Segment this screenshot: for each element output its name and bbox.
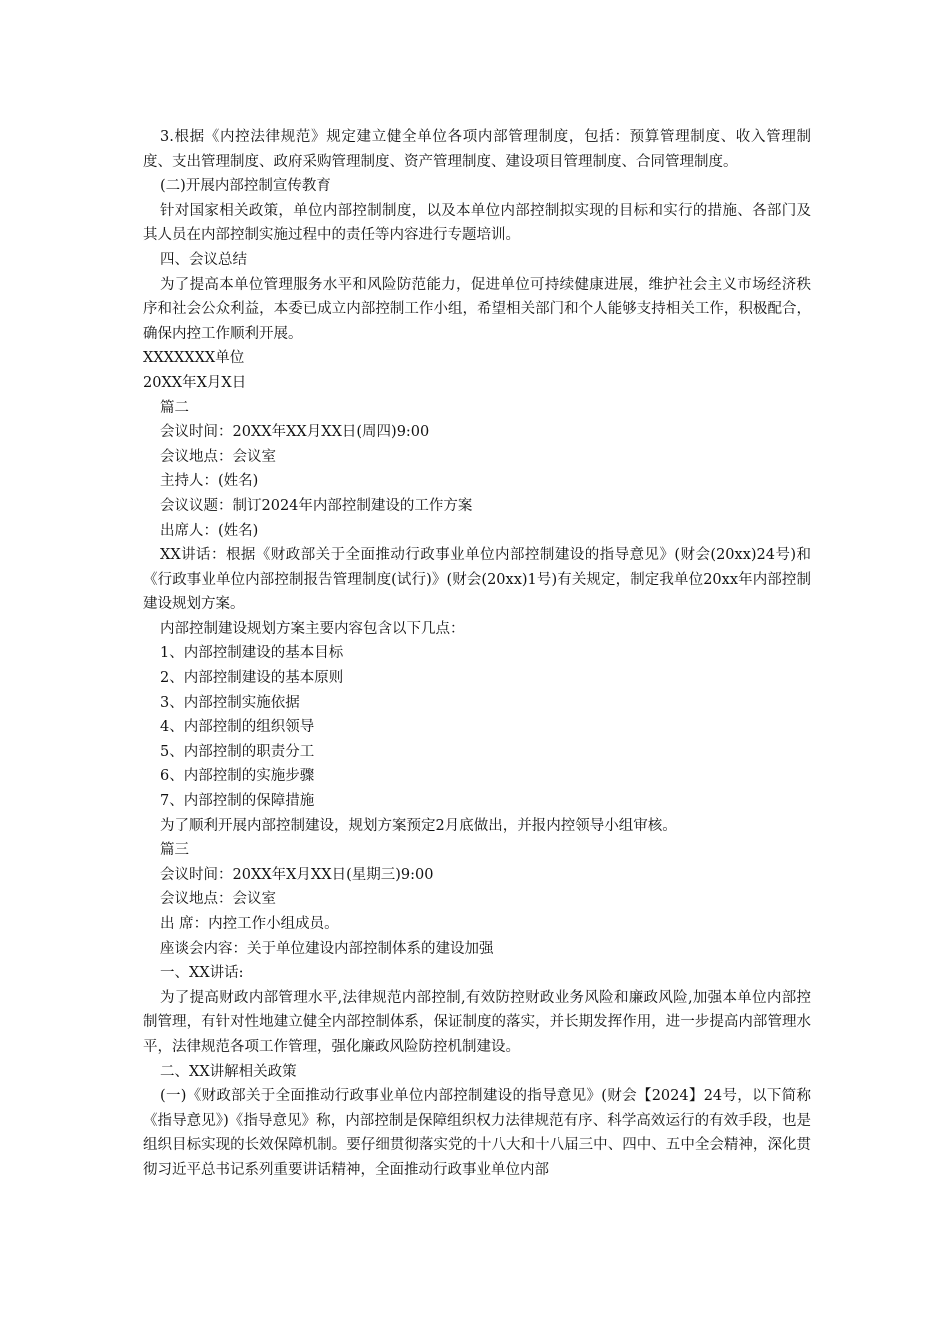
meeting-location: 会议地点：会议室 bbox=[160, 891, 276, 908]
list-item: 2、内部控制建设的基本原则 bbox=[160, 670, 344, 687]
paragraph: 为了提高本单位管理服务水平和风险防范能力，促进单位可持续健康进展，维护社会主义市场经济秩序和社会公众利益，本委已成立内部控制工作小组，希望相关部门和个人能够支持相关工作，积极配合，确保内控工作顺利开展。 bbox=[143, 276, 811, 342]
paragraph: XX讲话：根据《财政部关于全面推动行政事业单位内部控制建设的指导意见》(财会(20xx)24号)和《行政事业单位内部控制报告管理制度(试行)》(财会(20xx)1号)有关规定，制定我单位20xx年内部控制建设规划方案。 bbox=[143, 547, 811, 613]
meeting-time: 会议时间：20XX年X月XX日(星期三)9:00 bbox=[160, 866, 434, 883]
section-heading: 篇三 bbox=[160, 842, 189, 859]
meeting-attendees: 出 席：内控工作小组成员。 bbox=[160, 916, 339, 932]
meeting-location: 会议地点：会议室 bbox=[160, 448, 276, 465]
signature-unit: XXXXXXX单位 bbox=[143, 350, 245, 367]
paragraph: 内部控制建设规划方案主要内容包含以下几点： bbox=[160, 620, 465, 637]
section-heading: 篇二 bbox=[160, 399, 189, 416]
meeting-topic: 座谈会内容：关于单位建设内部控制体系的建设加强 bbox=[160, 940, 494, 957]
signature-date: 20XX年X月X日 bbox=[143, 374, 247, 391]
section-heading: 一、XX讲话: bbox=[160, 965, 244, 982]
meeting-time: 会议时间：20XX年XX月XX日(周四)9:00 bbox=[160, 424, 430, 441]
paragraph: 为了顺利开展内部控制建设，规划方案预定2月底做出，并报内控领导小组审核。 bbox=[160, 817, 677, 834]
list-item: 6、内部控制的实施步骤 bbox=[160, 768, 315, 785]
list-item: 1、内部控制建设的基本目标 bbox=[160, 645, 344, 662]
list-item: 5、内部控制的职责分工 bbox=[160, 743, 315, 760]
list-item: 4、内部控制的组织领导 bbox=[160, 719, 315, 736]
meeting-host: 主持人：(姓名) bbox=[160, 473, 259, 490]
paragraph: (一)《财政部关于全面推动行政事业单位内部控制建设的指导意见》(财会【2024】24号，以下简称《指导意见》)《指导意见》称，内部控制是保障组织权力法律规范有序、科学高效运行的有效手段，也是组织目标实现的长效保障机制。要仔细贯彻落实党的十八大和十八届三中、四中、五中全会精神，深化贯彻习近平总书记系列重要讲话精神，全面推动行政事业单位内部 bbox=[143, 1088, 811, 1178]
section-heading: (二)开展内部控制宣传教育 bbox=[160, 178, 331, 195]
paragraph: 针对国家相关政策，单位内部控制制度，以及本单位内部控制拟实现的目标和实行的措施、各部门及其人员在内部控制实施过程中的责任等内容进行专题培训。 bbox=[143, 202, 811, 244]
meeting-topic: 会议议题：制订2024年内部控制建设的工作方案 bbox=[160, 497, 473, 514]
list-item: 7、内部控制的保障措施 bbox=[160, 793, 315, 810]
meeting-attendees: 出席人：(姓名) bbox=[160, 522, 259, 539]
paragraph: 3.根据《内控法律规范》规定建立健全单位各项内部管理制度，包括：预算管理制度、收入管理制度、支出管理制度、政府采购管理制度、资产管理制度、建设项目管理制度、合同管理制度。 bbox=[143, 129, 811, 170]
list-item: 3、内部控制实施依据 bbox=[160, 694, 300, 711]
document-body bbox=[143, 125, 811, 1183]
section-heading: 四、会议总结 bbox=[160, 251, 247, 268]
section-heading: 二、XX讲解相关政策 bbox=[160, 1063, 297, 1080]
paragraph: 为了提高财政内部管理水平,法律规范内部控制,有效防控财政业务风险和廉政风险,加强本单位内部控制管理，有针对性地建立健全内部控制体系，保证制度的落实，并长期发挥作用，进一步提高内部管理水平，法律规范各项工作管理，强化廉政风险防控机制建设。 bbox=[143, 989, 811, 1055]
